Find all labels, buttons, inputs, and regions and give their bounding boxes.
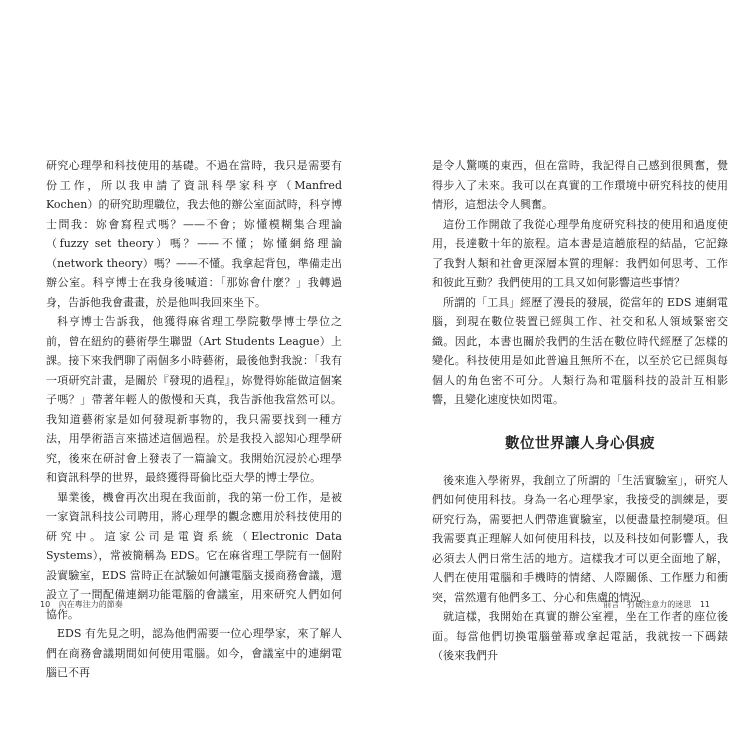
left-footer [34,599,123,610]
right-page [375,0,750,750]
paragraph: 研究心理學和科技使用的基礎。不過在當時，我只是需要有份工作，所以我申請了資訊科學家科亨（Manfred Kochen）的研究助理職位，我去他的辦公室面試時，科亨博士問我：妳會寫程式嗎？——不會；妳懂模糊集合理論（fuzzy set theory）嗎？——不懂；妳懂網絡理論（network theory）嗎？——不懂。我拿起背包，準備走出辦公室。科亨博士在我身後喊道：「那妳會什麼？」我轉過身，告訴他我會畫畫，於是他叫我回來坐下。 [46,159,342,309]
paragraph: 科亨博士告訴我，他獲得麻省理工學院數學博士學位之前，曾在紐約的藝術學生聯盟（Art Students League）上課。接下來我們聊了兩個多小時藝術，最後他對我說：「我有一項研究計畫，是關於『發現的過程』，妳覺得妳能做這個案子嗎？」帶著年輕人的傲慢和天真，我告訴他我當然可以。我知道藝術家是如何發現新事物的，我只需要找到一種方法，用學術語言來描述這個過程。於是我投入認知心理學研究，後來在研討會上發表了一篇論文。我開始沉浸於心理學和資訊科學的世界，最終獲得哥倫比亞大學的博士學位。 [46,315,342,484]
paragraph: 所謂的「工具」經歷了漫長的發展，從當年的 EDS 連網電腦，到現在數位裝置已經與工作、社交和私人領域緊密交織。因此，本書也關於我們的生活在數位時代經歷了怎樣的變化。科技使用是如此普遍且無所不在，以至於它已經與每個人的角色密不可分。人類行為和電腦科技的設計互相影響，且變化速度快如閃電。 [432,295,728,406]
running-title: 前言 打破注意力的迷思 [603,600,692,609]
running-title: 內在專注力的節奏 [58,600,123,609]
paragraph: 這份工作開啟了我從心理學角度研究科技的使用和過度使用，長達數十年的旅程。這本書是這趟旅程的結晶，它記錄了我對人類和社會更深層本質的理解：我們如何思考、工作和彼此互動？我們使用的工具又如何影響這些事情？ [432,217,728,289]
paragraph: 畢業後，機會再次出現在我面前，我的第一份工作，是被一家資訊科技公司聘用，將心理學的觀念應用於科技使用的研究中。這家公司是電資系統（Electronic Data Systems），常被簡稱為 EDS。它在麻省理工學院有一個附設實驗室，EDS 當時正在試驗如何讓電腦支援商務會議，還設立了一間配備連網功能電腦的會議室，用來研究人們如何協作。 [46,490,342,621]
paragraph: 後來進入學術界，我創立了所謂的「生活實驗室」，研究人們如何使用科技。身為一名心理學家，我接受的訓練是，要研究行為，需要把人們帶進實驗室，以便盡量控制變項。但我需要真正理解人如何使用科技，以及科技如何影響人，我必須去人們日常生活的地方。這樣我才可以更全面地了解，人們在使用電腦和手機時的情緒、人際關係、工作壓力和衝突，當然還有他們多工、分心和焦慮的情況。 [432,473,728,604]
paragraph: 是令人驚嘆的東西，但在當時，我記得自己感到很興奮，覺得步入了未來。我可以在真實的工作環境中研究科技的使用情形，這想法令人興奮。 [432,159,728,211]
page-number: 10 [40,600,51,609]
section-heading: 數位世界讓人身心俱疲 [505,434,655,452]
paragraph: 就這樣，我開始在真實的辦公室裡，坐在工作者的座位後面。每當他們切換電腦螢幕或拿起電話，我就按一下碼錶（後來我們升 [432,610,728,662]
right-body-text [432,156,728,666]
paragraph: EDS 有先見之明，認為他們需要一位心理學家，來了解人們在商務會議期間如何使用電腦。如今，會議室中的連網電腦已不再 [46,627,342,679]
page-number: 11 [699,600,710,609]
right-footer [603,599,716,610]
